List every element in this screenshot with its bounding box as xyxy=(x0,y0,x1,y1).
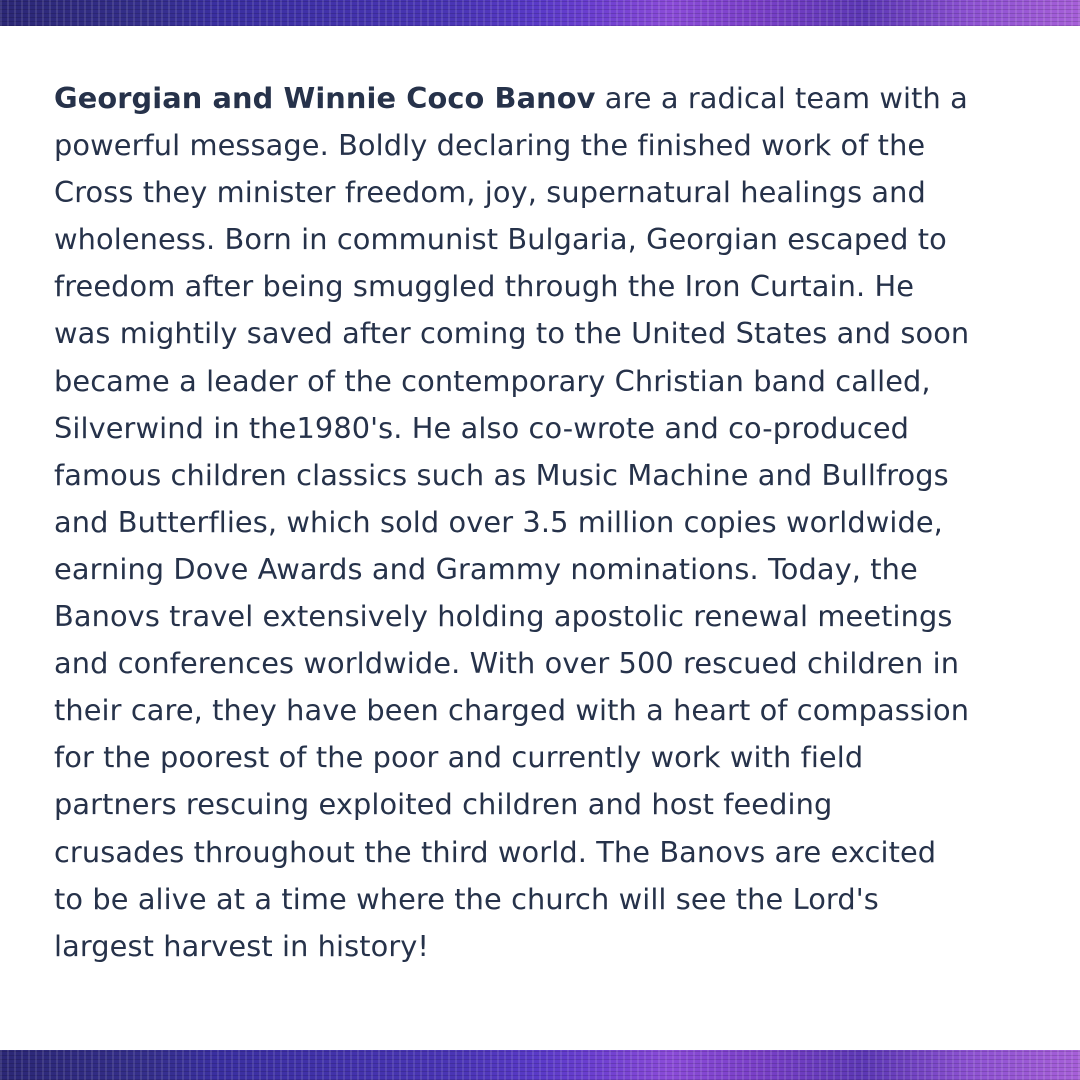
top-decorative-band xyxy=(0,0,1080,26)
bio-line: are a radical team with a xyxy=(595,81,968,115)
bio-line: to be alive at a time where the church will see the Lord's xyxy=(54,881,879,916)
bio-line: became a leader of the contemporary Christian band called, xyxy=(54,363,931,398)
bio-line: Silverwind in the1980's. He also co-wrote and co-produced xyxy=(54,410,910,445)
bio-line: largest harvest in history! xyxy=(54,928,430,963)
bio-line: earning Dove Awards and Grammy nominations. Today, the xyxy=(54,551,918,586)
bottom-decorative-band xyxy=(0,1050,1080,1080)
bio-line: freedom after being smuggled through the Iron Curtain. He xyxy=(54,269,915,304)
bio-line: and conferences worldwide. With over 500 rescued children in xyxy=(54,646,960,681)
bio-line: crusades throughout the third world. The Banovs are excited xyxy=(54,834,937,869)
bio-line: wholeness. Born in communist Bulgaria, Georgian escaped to xyxy=(54,222,947,257)
bio-line: their care, they have been charged with a heart of compassion xyxy=(54,693,970,728)
bio-line: was mightily saved after coming to the United States and soon xyxy=(54,316,970,351)
bio-line: Cross they minister freedom, joy, supernatural healings and xyxy=(54,175,926,210)
bio-names: Georgian and Winnie Coco Banov xyxy=(54,81,596,115)
bio-line: powerful message. Boldly declaring the finished work of the xyxy=(54,128,926,163)
bio-line: famous children classics such as Music Machine and Bullfrogs xyxy=(54,457,949,492)
bio-line: and Butterflies, which sold over 3.5 million copies worldwide, xyxy=(54,504,943,539)
bio-line: Banovs travel extensively holding apostolic renewal meetings xyxy=(54,599,953,634)
bio-line: for the poorest of the poor and currently work with field xyxy=(54,740,864,775)
bio-paragraph xyxy=(54,75,1039,970)
bio-line: partners rescuing exploited children and host feeding xyxy=(54,787,833,822)
